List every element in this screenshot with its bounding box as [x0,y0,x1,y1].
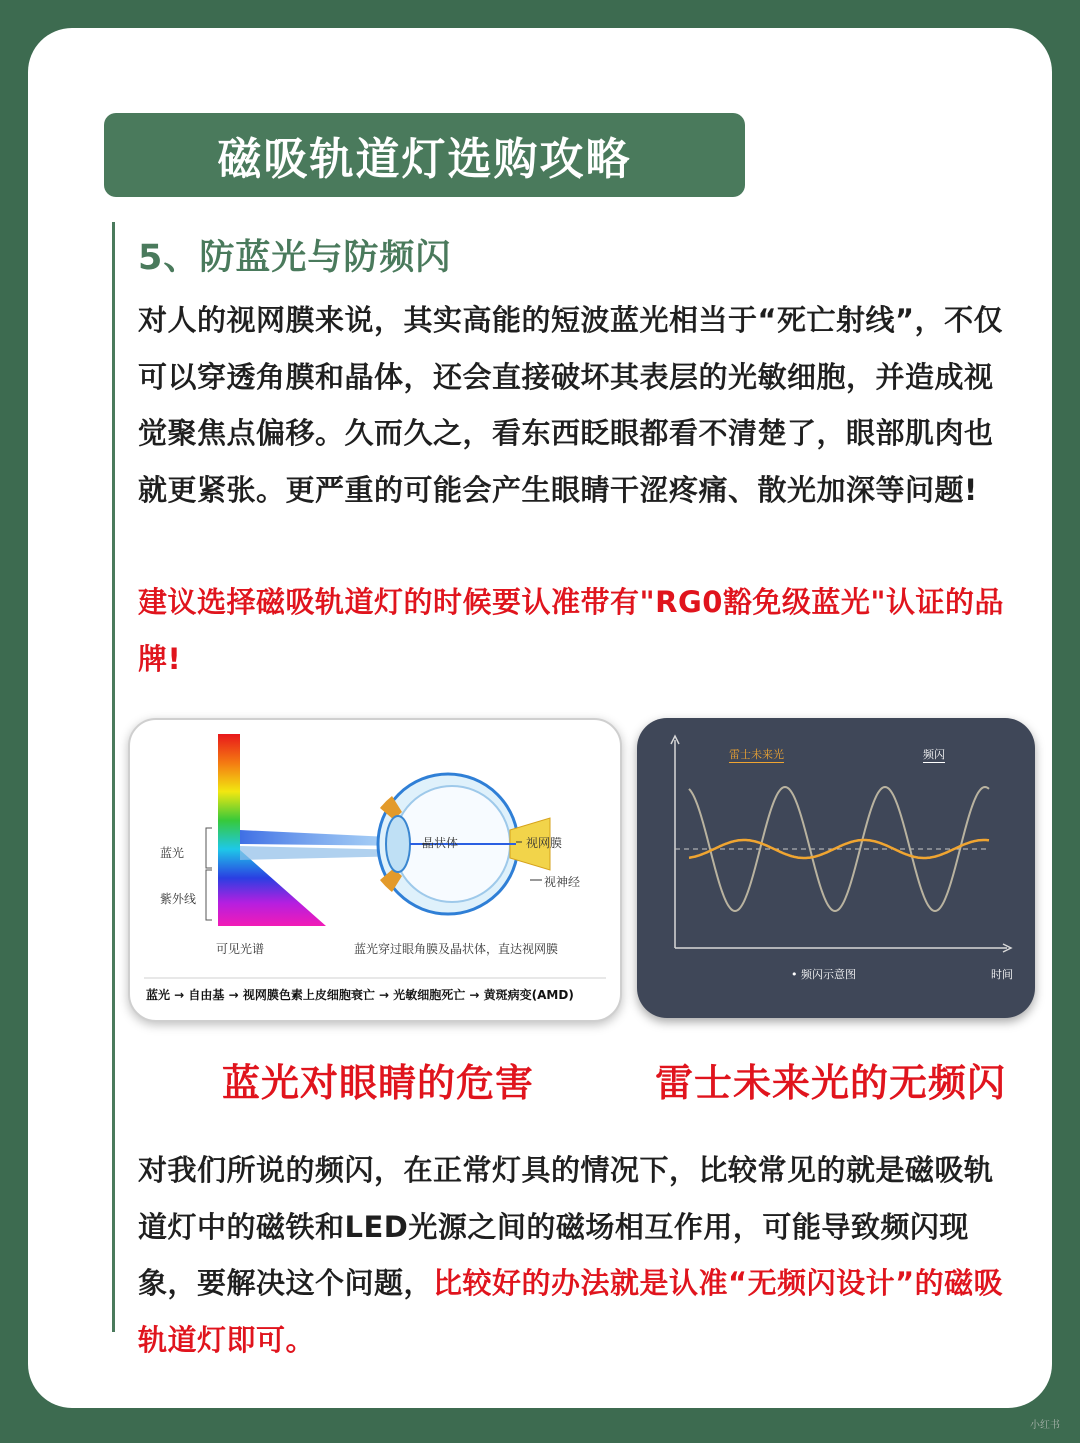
flicker-chart [637,718,1035,1018]
penetrate-label: 蓝光穿过眼角膜及晶状体，直达视网膜 [354,942,559,956]
damage-chain: 蓝光 → 自由基 → 视网膜色素上皮细胞衰亡 → 光敏细胞死亡 → 黄斑病变(AMD) [146,988,574,1002]
caption-blue-light-harm: 蓝光对眼睛的危害 [222,1061,535,1105]
chart-caption: • 频闪示意图 [791,968,856,981]
caption-no-flicker: 雷士未来光的无频闪 [655,1061,1007,1105]
flicker-paragraph-text: 对我们所说的频闪，在正常灯具的情况下，比较常见的就是磁吸轨道灯中的磁铁和LED光源之间的磁场相互作用，可能导致频闪现象，要解决这个问题， [138,1153,994,1300]
blue-light-eye-diagram [128,718,622,1022]
legend-nvc-light: 雷士未来光 [729,748,784,761]
lens [386,816,410,872]
optic-nerve-label: 视神经 [544,875,581,889]
flicker-paragraph-highlight: 比较好的办法就是认准“无频闪设计”的磁吸轨道灯即可。 [138,1266,1004,1357]
legend-flicker: 频闪 [923,748,945,761]
x-axis-label: 时间 [991,968,1013,981]
recommendation-text: 建议选择磁吸轨道灯的时候要认准带有"RG0豁免级蓝光"认证的品牌! [138,585,1005,676]
section-heading: 5、防蓝光与防频闪 [138,238,452,278]
lens-label: 晶状体 [422,836,459,850]
uv-label: 紫外线 [160,892,197,906]
eye-diagram-graphic [130,720,620,1020]
spectrum-label: 可见光谱 [216,942,265,956]
blue-light-paragraph: 对人的视网膜来说，其实高能的短波蓝光相当于“死亡射线”，不仅可以穿透角膜和晶体，还会直接破坏其表层的光敏细胞，并造成视觉聚焦点偏移。久而久之，看东西眨眼都看不清楚了，眼部肌肉也就更紧张。更严重的可能会产生眼睛干涩疼痛、散光加深等问题! [138,303,1004,507]
retina-label: 视网膜 [526,836,563,850]
page-title: 磁吸轨道灯选购攻略 [104,113,745,197]
section-divider-line [112,222,115,1332]
flicker-paragraph [138,1142,1018,1368]
blue-light-label: 蓝光 [160,846,185,860]
visible-spectrum [218,734,326,926]
watermark: 小红书 [1030,1420,1060,1431]
